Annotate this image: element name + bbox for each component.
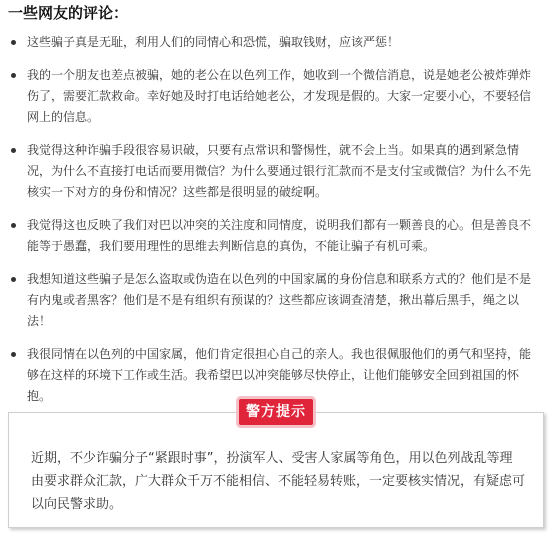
- bullet-icon: [11, 73, 16, 78]
- comment-text: 我觉得这也反映了我们对巴以冲突的关注度和同情度，说明我们都有一颗善良的心。但是善良不能等于愚蠢，我们要用理性的思维去判断信息的真伪，不能让骗子有机可乘。: [27, 218, 532, 253]
- bullet-icon: [11, 148, 16, 153]
- notice-badge: [239, 399, 313, 425]
- comment-text: 这些骗子真是无耻，利用人们的同情心和恐慌，骗取钱财，应该严惩！: [27, 35, 400, 49]
- comment-text: 我很同情在以色列的中国家属，他们肯定很担心自己的亲人。我也很佩服他们的勇气和坚持，能够在这样的环境下工作或生活。我希望巴以冲突能够尽快停止，让他们能够安全回到祖国的怀抱。: [27, 347, 532, 403]
- police-notice-box: [8, 404, 544, 528]
- comment-list: [0, 32, 554, 419]
- bullet-icon: [11, 277, 16, 282]
- comment-text: 我想知道这些骗子是怎么盗取或伪造在以色列的中国家属的身份信息和联系方式的？他们是不是有内鬼或者黑客？他们是不是有组织有预谋的？这些都应该调查清楚，揪出幕后黑手，绳之以法！: [27, 272, 532, 328]
- comment-item: [0, 269, 554, 332]
- comment-item: [0, 344, 554, 407]
- comment-item: [0, 32, 554, 53]
- comment-text: 我觉得这种诈骗手段很容易识破，只要有点常识和警惕性，就不会上当。如果真的遇到紧急情况，为什么不直接打电话而要用微信？为什么要通过银行汇款而不是支付宝或微信？为什么不先核实一下对方的身份和情况？这些都是很明显的破绽啊。: [27, 143, 532, 199]
- page-title: 一些网友的评论：: [8, 4, 129, 22]
- bullet-icon: [11, 223, 16, 228]
- comment-item: [0, 140, 554, 203]
- notice-text: 近期，不少诈骗分子“紧跟时事”，扮演军人、受害人家属等角色，用以色列战乱等理由要求群众汇款，广大群众千万不能相信、不能轻易转账，一定要核实情况，有疑虑可以向民警求助。: [31, 451, 526, 512]
- comment-item: [0, 65, 554, 128]
- notice-title: 警方提示: [246, 404, 306, 420]
- bullet-icon: [11, 40, 16, 45]
- comment-item: [0, 215, 554, 257]
- bullet-icon: [11, 352, 16, 357]
- comment-text: 我的一个朋友也差点被骗，她的老公在以色列工作，她收到一个微信消息，说是她老公被炸弹炸伤了，需要汇款救命。幸好她及时打电话给她老公，才发现是假的。大家一定要小心，不要轻信网上的信息。: [27, 68, 532, 124]
